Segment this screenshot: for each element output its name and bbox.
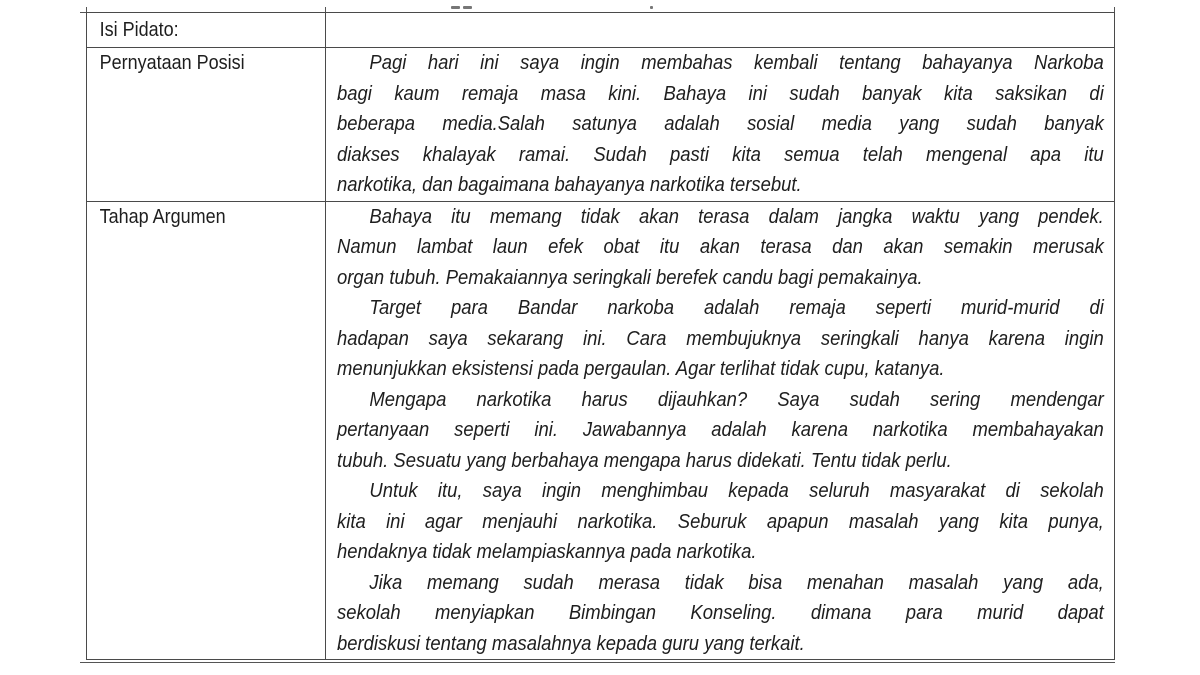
table-row-pernyataan-posisi: [87, 48, 1115, 202]
text-line: sekolah menyiapkan Bimbingan Konseling. dimana para murid dapat: [337, 601, 1104, 624]
text-line: tubuh. Sesuatu yang berbahaya mengapa harus didekati. Tentu tidak perlu.: [337, 448, 952, 472]
paragraph-block: [326, 48, 1103, 201]
text-line: Target para Bandar narkoba adalah remaja seperti murid-murid di: [369, 296, 1104, 319]
speech-outline-table: [86, 12, 1115, 660]
text-line: menunjukkan eksistensi pada pergaulan. Agar terlihat tidak cupu, katanya.: [337, 357, 945, 380]
paragraph: [337, 202, 1103, 294]
content-cell: [326, 201, 1115, 660]
table-row-tahap-argumen: [87, 201, 1115, 660]
content-cell: [326, 48, 1115, 202]
text-line: beberapa media.Salah satunya adalah sosial media yang sudah banyak: [337, 112, 1104, 135]
paragraph-block: [326, 202, 1103, 660]
text-line: pertanyaan seperti ini. Jawabannya adalah karena narkotika membahayakan: [337, 418, 1104, 441]
text-line: hendaknya tidak melampiaskannya pada narkotika.: [337, 540, 757, 563]
text-line: Pagi hari ini saya ingin membahas kembali tentang bahayanya Narkoba: [369, 51, 1104, 74]
row-label-isi-pidato: Isi Pidato:: [99, 19, 179, 41]
text-line: berdiskusi tentang masalahnya kepada guru yang terkait.: [337, 631, 805, 655]
table-row-header: [87, 13, 1115, 48]
row-label-tahap-argumen: Tahap Argumen: [99, 205, 226, 228]
bottom-rule: [80, 662, 1115, 663]
text-line: Jika memang sudah merasa tidak bisa menahan masalah yang ada,: [369, 570, 1104, 594]
text-line: Mengapa narkotika harus dijauhkan? Saya sudah sering mendengar: [369, 387, 1104, 411]
paragraph: [337, 293, 1103, 385]
text-line: Untuk itu, saya ingin menghimbau kepada seluruh masyarakat di sekolah: [369, 479, 1104, 502]
row-label-pernyataan-posisi: Pernyataan Posisi: [99, 52, 245, 74]
text-line: narkotika, dan bagaimana bahayanya narkotika tersebut.: [337, 173, 802, 196]
cutoff-glyph-fragment: [451, 6, 460, 9]
paragraph: [337, 568, 1103, 660]
text-line: Bahaya itu memang tidak akan terasa dalam jangka waktu yang pendek.: [369, 204, 1104, 228]
paragraph: [337, 476, 1103, 568]
paragraph: [337, 48, 1103, 201]
label-cell: [87, 201, 326, 660]
text-line: bagi kaum remaja masa kini. Bahaya ini sudah banyak kita saksikan di: [337, 81, 1104, 105]
text-line: hadapan saya sekarang ini. Cara membujuknya seringkali hanya karena ingin: [337, 326, 1104, 350]
label-cell: [87, 48, 326, 202]
text-line: Namun lambat laun efek obat itu akan terasa dan akan semakin merusak: [337, 235, 1104, 258]
cutoff-glyph-fragment: [650, 6, 653, 9]
text-line: kita ini agar menjauhi narkotika. Seburuk apapun masalah yang kita punya,: [337, 509, 1104, 533]
content-cell-empty: [326, 13, 1115, 48]
text-line: organ tubuh. Pemakaiannya seringkali berefek candu bagi pemakainya.: [337, 265, 923, 289]
label-cell: [87, 13, 326, 48]
paragraph: [337, 385, 1103, 477]
text-line: diakses khalayak ramai. Sudah pasti kita semua telah mengenal apa itu: [337, 142, 1104, 166]
cutoff-glyph-fragment: [463, 6, 472, 9]
